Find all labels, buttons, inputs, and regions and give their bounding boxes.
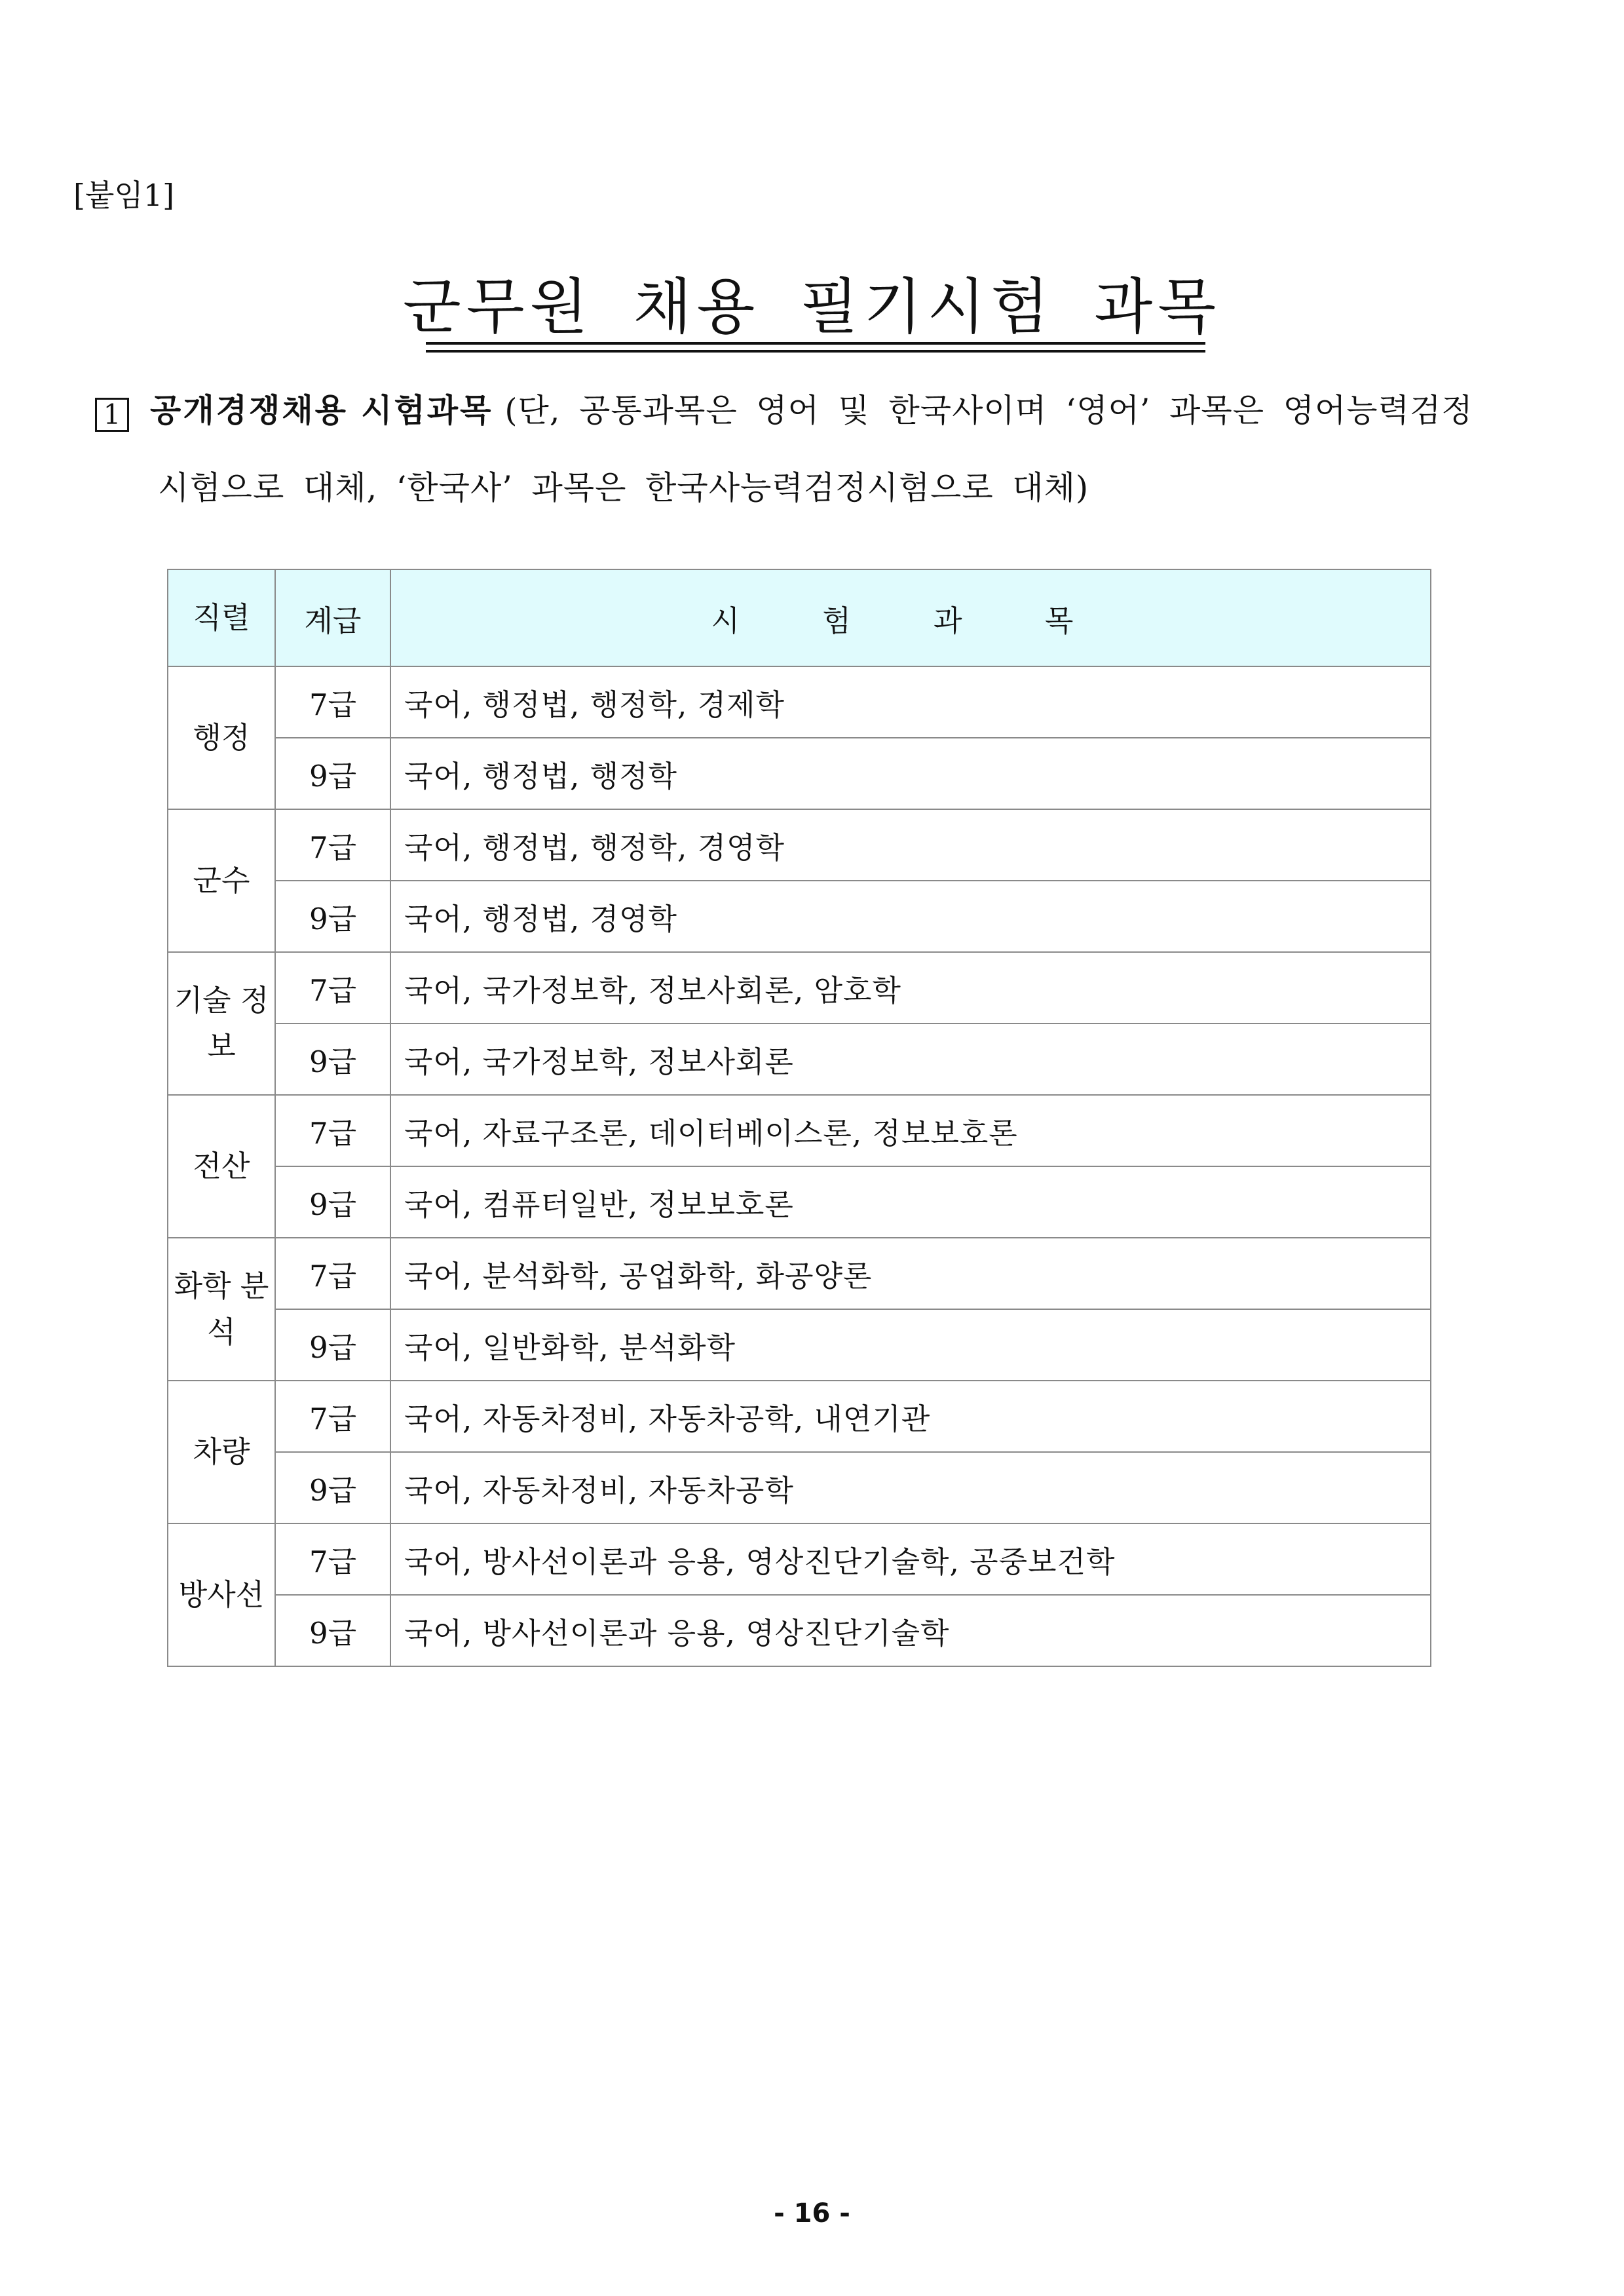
table-row <box>168 1452 1431 1523</box>
cell-subjects: 국어, 분석화학, 공업화학, 화공양론 <box>390 1238 1431 1309</box>
cell-position: 방사선 <box>168 1523 275 1666</box>
header-grade: 계급 <box>275 569 390 666</box>
cell-position: 차량 <box>168 1381 275 1523</box>
cell-grade: 7급 <box>275 952 390 1024</box>
table-row <box>168 1523 1431 1595</box>
cell-grade: 7급 <box>275 809 390 881</box>
section-note-line2: 시험으로 대체, ‘한국사’ 과목은 한국사능력검정시험으로 대체) <box>158 469 1089 507</box>
cell-position: 화학 분석 <box>168 1238 275 1381</box>
cell-grade: 9급 <box>275 738 390 809</box>
cell-subjects: 국어, 컴퓨터일반, 정보보호론 <box>390 1166 1431 1238</box>
section-number-box: 1 <box>95 398 129 432</box>
section-intro <box>95 390 1473 507</box>
cell-subjects: 국어, 행정법, 경영학 <box>390 881 1431 952</box>
table-row <box>168 1166 1431 1238</box>
attachment-label: [붙임1] <box>73 178 175 213</box>
exam-subjects-table <box>167 569 1431 1667</box>
cell-subjects: 국어, 행정법, 행정학, 경제학 <box>390 666 1431 738</box>
cell-grade: 7급 <box>275 1381 390 1452</box>
cell-grade: 7급 <box>275 1523 390 1595</box>
cell-grade: 9급 <box>275 1595 390 1666</box>
table-row <box>168 1595 1431 1666</box>
cell-grade: 9급 <box>275 881 390 952</box>
header-position: 직렬 <box>168 569 275 666</box>
cell-subjects: 국어, 행정법, 행정학 <box>390 738 1431 809</box>
table-row <box>168 952 1431 1024</box>
cell-subjects: 국어, 방사선이론과 응용, 영상진단기술학, 공중보건학 <box>390 1523 1431 1595</box>
cell-grade: 7급 <box>275 1095 390 1166</box>
section-heading: 공개경쟁채용 시험과목 <box>150 392 493 429</box>
cell-subjects: 국어, 자료구조론, 데이터베이스론, 정보보호론 <box>390 1095 1431 1166</box>
table-row <box>168 666 1431 738</box>
page-title: 군무원 채용 필기시험 과목 <box>402 272 1222 342</box>
table-row <box>168 809 1431 881</box>
title-underline <box>426 342 1205 345</box>
title-underline-second <box>426 350 1205 353</box>
cell-subjects: 국어, 방사선이론과 응용, 영상진단기술학 <box>390 1595 1431 1666</box>
cell-subjects: 국어, 행정법, 행정학, 경영학 <box>390 809 1431 881</box>
table-row <box>168 1024 1431 1095</box>
cell-grade: 7급 <box>275 666 390 738</box>
table-row <box>168 1381 1431 1452</box>
cell-position: 행정 <box>168 666 275 809</box>
cell-position: 기술 정보 <box>168 952 275 1095</box>
cell-grade: 7급 <box>275 1238 390 1309</box>
cell-position: 군수 <box>168 809 275 952</box>
cell-grade: 9급 <box>275 1309 390 1381</box>
page-number: - 16 - <box>774 2198 850 2229</box>
header-subjects: 시 험 과 목 <box>390 569 1431 666</box>
cell-position: 전산 <box>168 1095 275 1238</box>
table-row <box>168 1238 1431 1309</box>
cell-grade: 9급 <box>275 1166 390 1238</box>
table-row <box>168 1095 1431 1166</box>
table-body <box>168 666 1431 1666</box>
cell-subjects: 국어, 국가정보학, 정보사회론, 암호학 <box>390 952 1431 1024</box>
table-row <box>168 1309 1431 1381</box>
cell-subjects: 국어, 자동차정비, 자동차공학 <box>390 1452 1431 1523</box>
table-header-row <box>168 569 1431 666</box>
cell-subjects: 국어, 일반화학, 분석화학 <box>390 1309 1431 1381</box>
table-row <box>168 738 1431 809</box>
table-row <box>168 881 1431 952</box>
section-note-line1: (단, 공통과목은 영어 및 한국사이며 ‘영어’ 과목은 영어능력검정 <box>504 392 1473 429</box>
cell-subjects: 국어, 자동차정비, 자동차공학, 내연기관 <box>390 1381 1431 1452</box>
cell-grade: 9급 <box>275 1452 390 1523</box>
cell-grade: 9급 <box>275 1024 390 1095</box>
cell-subjects: 국어, 국가정보학, 정보사회론 <box>390 1024 1431 1095</box>
